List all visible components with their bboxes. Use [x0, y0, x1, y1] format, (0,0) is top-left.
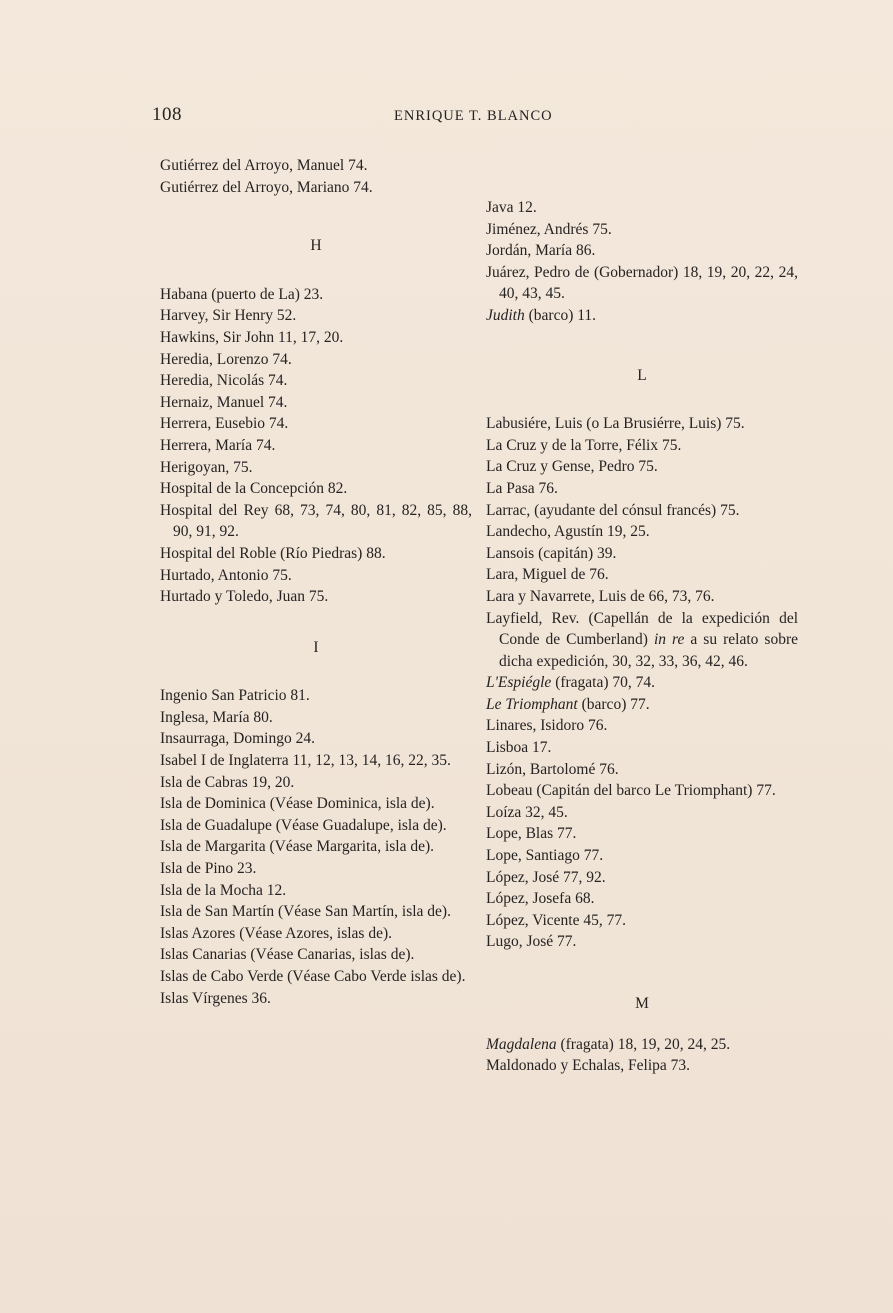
- section-letter-h: H: [310, 237, 322, 255]
- index-entry: Larrac, (ayudante del cónsul francés) 75.: [486, 501, 740, 519]
- index-entry: La Cruz y Gense, Pedro 75.: [486, 458, 658, 476]
- index-entry: Isla de San Martín (Véase San Martín, isla de).: [160, 903, 451, 921]
- index-entry: Hurtado y Toledo, Juan 75.: [160, 588, 329, 606]
- ship-name: Magdalena: [486, 1035, 557, 1053]
- index-entry: Ingenio San Patricio 81.: [160, 687, 310, 705]
- entry-text: Layfield, Rev. (Capellán de la expedición del Conde de Cumberland): [486, 609, 798, 649]
- entry-text: (fragata) 70, 74.: [551, 674, 656, 692]
- index-column-right: [486, 197, 798, 1077]
- ship-name: Le Triomphant: [486, 695, 578, 713]
- section-letter-m: M: [635, 995, 649, 1012]
- index-entry: Linares, Isidoro 76.: [486, 717, 608, 735]
- index-entry: Lugo, José 77.: [486, 933, 577, 951]
- index-entry: Hospital del Roble (Río Piedras) 88.: [160, 544, 386, 562]
- index-entry: Gutiérrez del Arroyo, Manuel 74.: [160, 157, 368, 174]
- index-entry: Jordán, María 86.: [486, 242, 596, 260]
- entry-text: a su relato sobre dicha expedición, 30, 32, 33, 36, 42, 46.: [499, 631, 798, 670]
- index-entry: La Cruz y de la Torre, Félix 75.: [486, 436, 682, 454]
- index-entry: Lope, Blas 77.: [486, 825, 577, 843]
- ship-name: L'Espiégle: [486, 674, 552, 692]
- index-entry-layfield: [486, 608, 798, 673]
- index-entry: Hurtado, Antonio 75.: [160, 566, 292, 584]
- index-entry: Hernaiz, Manuel 74.: [160, 393, 288, 411]
- index-entry: Lizón, Bartolomé 76.: [486, 760, 619, 778]
- index-entry: Hospital de la Concepción 82.: [160, 480, 348, 498]
- entry-italic: in re: [653, 631, 685, 649]
- index-entry: López, Vicente 45, 77.: [486, 911, 626, 929]
- index-entry: López, Josefa 68.: [486, 890, 595, 908]
- index-entry: Isla de Guadalupe (Véase Guadalupe, isla de).: [160, 816, 447, 834]
- index-entry: Insaurraga, Domingo 24.: [160, 730, 315, 748]
- index-entry: López, José 77, 92.: [486, 868, 606, 886]
- index-entry: Loíza 32, 45.: [486, 803, 568, 821]
- index-entry: La Pasa 76.: [486, 479, 558, 497]
- index-entry: Islas de Cabo Verde (Véase Cabo Verde islas de).: [160, 968, 466, 985]
- index-entry: Harvey, Sir Henry 52.: [160, 307, 297, 325]
- index-entry: Gutiérrez del Arroyo, Mariano 74.: [160, 178, 373, 196]
- index-entry: Landecho, Agustín 19, 25.: [486, 523, 650, 541]
- index-entry-triomphant: [486, 694, 798, 716]
- index-entry: Jiménez, Andrés 75.: [486, 220, 612, 238]
- section-letter-i: I: [313, 638, 319, 656]
- index-entry: Labusiére, Luis (o La Brusiérre, Luis) 75.: [486, 415, 745, 433]
- index-entry: Lansois (capitán) 39.: [486, 544, 617, 562]
- index-entry: Habana (puerto de La) 23.: [160, 285, 324, 303]
- index-entry: Herrera, Eusebio 74.: [160, 415, 289, 433]
- entry-text: (barco) 11.: [524, 306, 597, 324]
- entry-text: (barco) 77.: [577, 695, 650, 713]
- ship-name: Judith: [486, 306, 525, 324]
- index-entry: Islas Canarias (Véase Canarias, islas de).: [160, 946, 415, 964]
- index-entry: Heredia, Nicolás 74.: [160, 372, 288, 390]
- running-head: ENRIQUE T. BLANCO: [394, 108, 553, 124]
- index-entry: Isla de Cabras 19, 20.: [160, 773, 295, 791]
- page-number: 108: [152, 104, 182, 125]
- index-entry: Hospital del Rey 68, 73, 74, 80, 81, 82, 85, 88, 90, 91, 92.: [160, 501, 472, 541]
- index-entry: Isla de la Mocha 12.: [160, 881, 287, 899]
- index-entry: Lara y Navarrete, Luis de 66, 73, 76.: [486, 587, 715, 605]
- index-entry: Isla de Dominica (Véase Dominica, isla de).: [160, 795, 435, 813]
- index-entry-espiegle: [486, 672, 798, 694]
- index-entry: Isabel I de Inglaterra 11, 12, 13, 14, 16, 22, 35.: [160, 752, 451, 770]
- index-entry: Islas Azores (Véase Azores, islas de).: [160, 924, 392, 942]
- index-column-left: [160, 155, 472, 1009]
- index-entry: Isla de Pino 23.: [160, 860, 257, 878]
- index-entry: Java 12.: [486, 199, 537, 216]
- section-letter-l: L: [637, 366, 647, 384]
- index-entry-magdalena: [486, 1034, 798, 1056]
- index-entry: Heredia, Lorenzo 74.: [160, 350, 292, 368]
- index-entry: Herrera, María 74.: [160, 436, 276, 454]
- index-entry: Lope, Santiago 77.: [486, 847, 604, 865]
- index-entry: Isla de Margarita (Véase Margarita, isla de).: [160, 838, 435, 856]
- index-entry: Lisboa 17.: [486, 739, 552, 757]
- index-entry: Inglesa, María 80.: [160, 708, 273, 726]
- index-entry: Lobeau (Capitán del barco Le Triomphant) 77.: [486, 782, 776, 800]
- index-entry-judith: [486, 305, 798, 327]
- index-entry: Islas Vírgenes 36.: [160, 989, 271, 1007]
- entry-text: (fragata) 18, 19, 20, 24, 25.: [556, 1035, 731, 1053]
- index-entry: Maldonado y Echalas, Felipa 73.: [486, 1057, 691, 1075]
- index-entry: Herigoyan, 75.: [160, 458, 253, 476]
- index-entry: Hawkins, Sir John 11, 17, 20.: [160, 328, 344, 346]
- index-entry: Juárez, Pedro de (Gobernador) 18, 19, 20, 22, 24, 40, 43, 45.: [486, 263, 798, 303]
- index-entry: Lara, Miguel de 76.: [486, 566, 609, 584]
